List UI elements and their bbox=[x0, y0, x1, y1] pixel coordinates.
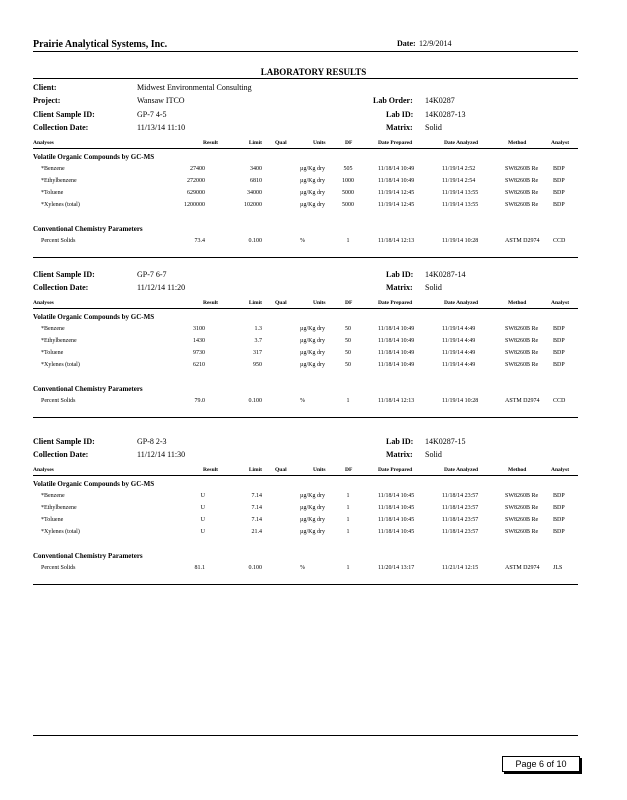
sample-id-label: Client Sample ID: bbox=[33, 110, 95, 119]
table-cell-units: µg/Kg dry bbox=[300, 529, 325, 535]
table-cell-df: 50 bbox=[345, 362, 351, 368]
table-cell-analyst: BDP bbox=[553, 178, 565, 184]
table-cell-result: 3100 bbox=[193, 326, 205, 332]
group-heading: Volatile Organic Compounds by GC-MS bbox=[33, 313, 155, 321]
sample-separator-rule bbox=[33, 257, 578, 258]
group-heading: Volatile Organic Compounds by GC-MS bbox=[33, 153, 155, 161]
table-cell-df: 50 bbox=[345, 350, 351, 356]
table-cell-df: 1 bbox=[346, 517, 350, 523]
table-cell-method: SW8260B Re bbox=[505, 362, 539, 368]
matrix-value: Solid bbox=[425, 123, 442, 132]
table-cell-analyte: *Xylenes (total) bbox=[41, 529, 80, 535]
collection-date-value: 11/12/14 11:20 bbox=[137, 283, 186, 292]
table-cell-method: SW8260B Re bbox=[505, 166, 539, 172]
column-header: Qual bbox=[275, 467, 287, 473]
lab-id-label: Lab ID: bbox=[386, 437, 414, 446]
footer-rule bbox=[33, 735, 578, 736]
table-cell-result: 27400 bbox=[190, 166, 205, 172]
table-cell-df: 1 bbox=[346, 493, 350, 499]
lab-id-label: Lab ID: bbox=[386, 270, 414, 279]
column-header: Analyses bbox=[33, 467, 54, 473]
table-cell-analyte: *Toluene bbox=[41, 350, 64, 356]
client-label: Client: bbox=[33, 83, 57, 92]
table-cell-limit: 7.14 bbox=[251, 517, 262, 523]
table-cell-result: 81.1 bbox=[194, 565, 205, 571]
table-cell-result: 272000 bbox=[187, 178, 205, 184]
matrix-label: Matrix: bbox=[386, 450, 413, 459]
table-cell-df: 1 bbox=[346, 565, 350, 571]
collection-date-label: Collection Date: bbox=[33, 450, 89, 459]
sample-id-value: GP-7 6-7 bbox=[137, 270, 167, 279]
table-cell-units: µg/Kg dry bbox=[300, 338, 325, 344]
title-rule bbox=[33, 78, 578, 79]
column-header: Date Analyzed bbox=[444, 300, 479, 306]
table-cell-method: SW8260B Re bbox=[505, 529, 539, 535]
collection-date-value: 11/13/14 11:10 bbox=[137, 123, 186, 132]
column-header-rule bbox=[33, 475, 578, 476]
sample-separator-rule bbox=[33, 417, 578, 418]
column-header: Analyst bbox=[551, 140, 570, 146]
table-cell-method: SW8260B Re bbox=[505, 517, 539, 523]
table-cell-analyst: BDP bbox=[553, 362, 565, 368]
table-cell-prepared: 11/18/14 10:49 bbox=[378, 362, 415, 368]
table-cell-analyst: JLS bbox=[553, 565, 563, 571]
table-cell-df: 1 bbox=[346, 529, 350, 535]
collection-date-value: 11/12/14 11:30 bbox=[137, 450, 186, 459]
table-cell-result: 1430 bbox=[193, 338, 205, 344]
table-cell-limit: 950 bbox=[253, 362, 262, 368]
table-cell-limit: 3.7 bbox=[254, 338, 262, 344]
table-cell-prepared: 11/18/14 10:49 bbox=[378, 178, 415, 184]
lab-id-value: 14K0287-13 bbox=[425, 110, 466, 119]
table-cell-units: µg/Kg dry bbox=[300, 362, 325, 368]
column-header: Limit bbox=[248, 140, 262, 146]
column-header: Method bbox=[508, 300, 527, 306]
table-cell-units: % bbox=[300, 398, 305, 404]
lab-order-label: Lab Order: bbox=[373, 96, 413, 105]
table-cell-analyte: *Xylenes (total) bbox=[41, 362, 80, 368]
table-cell-result: 629000 bbox=[187, 190, 205, 196]
column-header: Qual bbox=[275, 140, 287, 146]
table-cell-units: µg/Kg dry bbox=[300, 166, 325, 172]
table-cell-analyzed: 11/19/14 4:49 bbox=[442, 350, 476, 356]
table-cell-method: SW8260B Re bbox=[505, 350, 539, 356]
project-label: Project: bbox=[33, 96, 61, 105]
table-cell-prepared: 11/20/14 13:17 bbox=[378, 565, 415, 571]
sample-separator-rule bbox=[33, 584, 578, 585]
table-cell-analyzed: 11/19/14 2:54 bbox=[442, 178, 476, 184]
table-cell-method: SW8260B Re bbox=[505, 493, 539, 499]
table-cell-analyst: CCD bbox=[553, 398, 566, 404]
table-cell-prepared: 11/18/14 10:49 bbox=[378, 338, 415, 344]
client-value: Midwest Environmental Consulting bbox=[137, 83, 252, 92]
column-header: Date Analyzed bbox=[444, 140, 479, 146]
table-cell-analyst: BDP bbox=[553, 338, 565, 344]
table-cell-method: SW8260B Re bbox=[505, 190, 539, 196]
table-cell-result: U bbox=[200, 529, 205, 535]
table-cell-analyte: *Benzene bbox=[41, 326, 65, 332]
table-cell-prepared: 11/18/14 10:45 bbox=[378, 517, 415, 523]
table-cell-result: 79.0 bbox=[194, 398, 205, 404]
report-date-label: Date: bbox=[397, 39, 416, 48]
lab-id-label: Lab ID: bbox=[386, 110, 414, 119]
table-cell-analyst: BDP bbox=[553, 202, 565, 208]
column-header-rule bbox=[33, 308, 578, 309]
table-cell-analyzed: 11/19/14 13:55 bbox=[442, 190, 479, 196]
table-cell-analyzed: 11/18/14 23:57 bbox=[442, 517, 479, 523]
column-header: Result bbox=[203, 140, 218, 146]
column-header: Limit bbox=[248, 300, 262, 306]
table-cell-analyzed: 11/19/14 2:52 bbox=[442, 166, 476, 172]
table-cell-analyzed: 11/19/14 4:49 bbox=[442, 326, 476, 332]
table-cell-df: 1 bbox=[346, 238, 350, 244]
table-cell-analyst: BDP bbox=[553, 493, 565, 499]
table-cell-analyzed: 11/19/14 13:55 bbox=[442, 202, 479, 208]
table-cell-limit: 1.3 bbox=[254, 326, 262, 332]
table-cell-limit: 0.100 bbox=[248, 238, 262, 244]
table-cell-prepared: 11/18/14 10:45 bbox=[378, 505, 415, 511]
column-header: Limit bbox=[248, 467, 262, 473]
table-cell-limit: 7.14 bbox=[251, 505, 262, 511]
column-header: Analyst bbox=[551, 467, 570, 473]
table-cell-df: 505 bbox=[343, 166, 353, 172]
table-cell-df: 5000 bbox=[342, 190, 354, 196]
table-cell-units: µg/Kg dry bbox=[300, 505, 325, 511]
table-cell-analyzed: 11/19/14 4:49 bbox=[442, 338, 476, 344]
column-header: Date Prepared bbox=[378, 300, 413, 306]
column-header: Qual bbox=[275, 300, 287, 306]
column-header: DF bbox=[345, 467, 353, 473]
group-heading: Conventional Chemistry Parameters bbox=[33, 385, 143, 393]
table-cell-analyst: BDP bbox=[553, 350, 565, 356]
table-cell-units: µg/Kg dry bbox=[300, 202, 325, 208]
table-cell-analyzed: 11/19/14 10:28 bbox=[442, 238, 479, 244]
table-cell-analyzed: 11/18/14 23:57 bbox=[442, 505, 479, 511]
table-cell-analyst: BDP bbox=[553, 166, 565, 172]
table-cell-analyte: *Xylenes (total) bbox=[41, 202, 80, 208]
table-cell-limit: 34000 bbox=[247, 190, 262, 196]
group-heading: Volatile Organic Compounds by GC-MS bbox=[33, 480, 155, 488]
sample-id-label: Client Sample ID: bbox=[33, 270, 95, 279]
table-cell-limit: 7.14 bbox=[251, 493, 262, 499]
table-cell-limit: 6810 bbox=[250, 178, 262, 184]
table-cell-analyte: Percent Solids bbox=[41, 398, 76, 404]
column-header: Analyses bbox=[33, 300, 54, 306]
group-heading: Conventional Chemistry Parameters bbox=[33, 225, 143, 233]
table-cell-analyzed: 11/21/14 12:15 bbox=[442, 565, 479, 571]
table-cell-df: 50 bbox=[345, 326, 351, 332]
table-cell-prepared: 11/19/14 12:45 bbox=[378, 190, 415, 196]
column-header: Analyst bbox=[551, 300, 570, 306]
table-cell-method: ASTM D2974 bbox=[505, 398, 540, 404]
table-cell-analyte: *Benzene bbox=[41, 493, 65, 499]
project-value: Wansaw ITCO bbox=[137, 96, 185, 105]
collection-date-label: Collection Date: bbox=[33, 123, 89, 132]
column-header: Analyses bbox=[33, 140, 54, 146]
table-cell-result: 73.4 bbox=[194, 238, 205, 244]
sample-id-label: Client Sample ID: bbox=[33, 437, 95, 446]
column-header: Result bbox=[203, 467, 218, 473]
table-cell-limit: 3400 bbox=[250, 166, 262, 172]
table-cell-units: % bbox=[300, 565, 305, 571]
table-cell-units: µg/Kg dry bbox=[300, 178, 325, 184]
page-number-box: Page 6 of 10 bbox=[502, 756, 580, 772]
table-cell-analyte: *Toluene bbox=[41, 517, 64, 523]
table-cell-result: U bbox=[200, 493, 205, 499]
table-cell-method: SW8260B Re bbox=[505, 505, 539, 511]
matrix-value: Solid bbox=[425, 450, 442, 459]
table-cell-analyzed: 11/19/14 4:49 bbox=[442, 362, 476, 368]
table-cell-analyst: BDP bbox=[553, 190, 565, 196]
column-header-rule bbox=[33, 148, 578, 149]
table-cell-prepared: 11/18/14 10:49 bbox=[378, 350, 415, 356]
table-cell-df: 1 bbox=[346, 505, 350, 511]
table-cell-analyte: *Ethylbenzene bbox=[41, 178, 77, 184]
table-cell-analyzed: 11/19/14 10:28 bbox=[442, 398, 479, 404]
table-cell-df: 1 bbox=[346, 398, 350, 404]
table-cell-prepared: 11/18/14 10:45 bbox=[378, 529, 415, 535]
lab-order-value: 14K0287 bbox=[425, 96, 455, 105]
column-header: Method bbox=[508, 140, 527, 146]
table-cell-limit: 102000 bbox=[244, 202, 262, 208]
table-cell-analyte: *Ethylbenzene bbox=[41, 505, 77, 511]
table-cell-df: 5000 bbox=[342, 202, 354, 208]
column-header: Date Prepared bbox=[378, 140, 413, 146]
page-title: LABORATORY RESULTS bbox=[260, 67, 367, 77]
group-heading: Conventional Chemistry Parameters bbox=[33, 552, 143, 560]
table-cell-analyte: *Ethylbenzene bbox=[41, 338, 77, 344]
table-cell-analyte: *Benzene bbox=[41, 166, 65, 172]
lab-id-value: 14K0287-14 bbox=[425, 270, 466, 279]
sample-id-value: GP-8 2-3 bbox=[137, 437, 167, 446]
table-cell-result: U bbox=[200, 517, 205, 523]
table-cell-df: 1000 bbox=[342, 178, 354, 184]
table-cell-method: SW8260B Re bbox=[505, 338, 539, 344]
matrix-label: Matrix: bbox=[386, 283, 413, 292]
table-cell-result: 6210 bbox=[193, 362, 205, 368]
table-cell-limit: 317 bbox=[253, 350, 262, 356]
table-cell-prepared: 11/18/14 12:13 bbox=[378, 238, 415, 244]
header-rule bbox=[33, 51, 578, 52]
table-cell-limit: 0.100 bbox=[248, 398, 262, 404]
table-cell-result: 9730 bbox=[193, 350, 205, 356]
table-cell-units: µg/Kg dry bbox=[300, 326, 325, 332]
table-cell-limit: 21.4 bbox=[251, 529, 262, 535]
table-cell-units: µg/Kg dry bbox=[300, 493, 325, 499]
table-cell-method: SW8260B Re bbox=[505, 178, 539, 184]
table-cell-prepared: 11/18/14 10:49 bbox=[378, 326, 415, 332]
table-cell-result: U bbox=[200, 505, 205, 511]
table-cell-analyzed: 11/18/14 23:57 bbox=[442, 529, 479, 535]
table-cell-units: % bbox=[300, 238, 305, 244]
collection-date-label: Collection Date: bbox=[33, 283, 89, 292]
table-cell-prepared: 11/19/14 12:45 bbox=[378, 202, 415, 208]
table-cell-analyte: Percent Solids bbox=[41, 238, 76, 244]
table-cell-method: ASTM D2974 bbox=[505, 238, 540, 244]
column-header: Method bbox=[508, 467, 527, 473]
table-cell-analyte: Percent Solids bbox=[41, 565, 76, 571]
table-cell-method: ASTM D2974 bbox=[505, 565, 540, 571]
report-date-value: 12/9/2014 bbox=[419, 39, 452, 48]
table-cell-prepared: 11/18/14 10:49 bbox=[378, 166, 415, 172]
column-header: Result bbox=[203, 300, 218, 306]
table-cell-method: SW8260B Re bbox=[505, 326, 539, 332]
table-cell-prepared: 11/18/14 10:45 bbox=[378, 493, 415, 499]
table-cell-units: µg/Kg dry bbox=[300, 517, 325, 523]
table-cell-analyte: *Toluene bbox=[41, 190, 64, 196]
matrix-label: Matrix: bbox=[386, 123, 413, 132]
table-cell-limit: 0.100 bbox=[248, 565, 262, 571]
table-cell-units: µg/Kg dry bbox=[300, 190, 325, 196]
table-cell-df: 50 bbox=[345, 338, 351, 344]
lab-id-value: 14K0287-15 bbox=[425, 437, 466, 446]
table-cell-analyzed: 11/18/14 23:57 bbox=[442, 493, 479, 499]
column-header: Units bbox=[313, 467, 326, 473]
column-header: DF bbox=[345, 140, 353, 146]
table-cell-units: µg/Kg dry bbox=[300, 350, 325, 356]
column-header: Units bbox=[313, 300, 326, 306]
column-header: Date Analyzed bbox=[444, 467, 479, 473]
column-header: Units bbox=[313, 140, 326, 146]
table-cell-analyst: BDP bbox=[553, 517, 565, 523]
table-cell-analyst: CCD bbox=[553, 238, 566, 244]
table-cell-analyst: BDP bbox=[553, 326, 565, 332]
table-cell-analyst: BDP bbox=[553, 505, 565, 511]
table-cell-result: 1200000 bbox=[184, 202, 205, 208]
table-cell-prepared: 11/18/14 12:13 bbox=[378, 398, 415, 404]
column-header: DF bbox=[345, 300, 353, 306]
table-cell-analyst: BDP bbox=[553, 529, 565, 535]
sample-id-value: GP-7 4-5 bbox=[137, 110, 167, 119]
company-name: Prairie Analytical Systems, Inc. bbox=[33, 39, 168, 50]
table-cell-method: SW8260B Re bbox=[505, 202, 539, 208]
column-header: Date Prepared bbox=[378, 467, 413, 473]
matrix-value: Solid bbox=[425, 283, 442, 292]
